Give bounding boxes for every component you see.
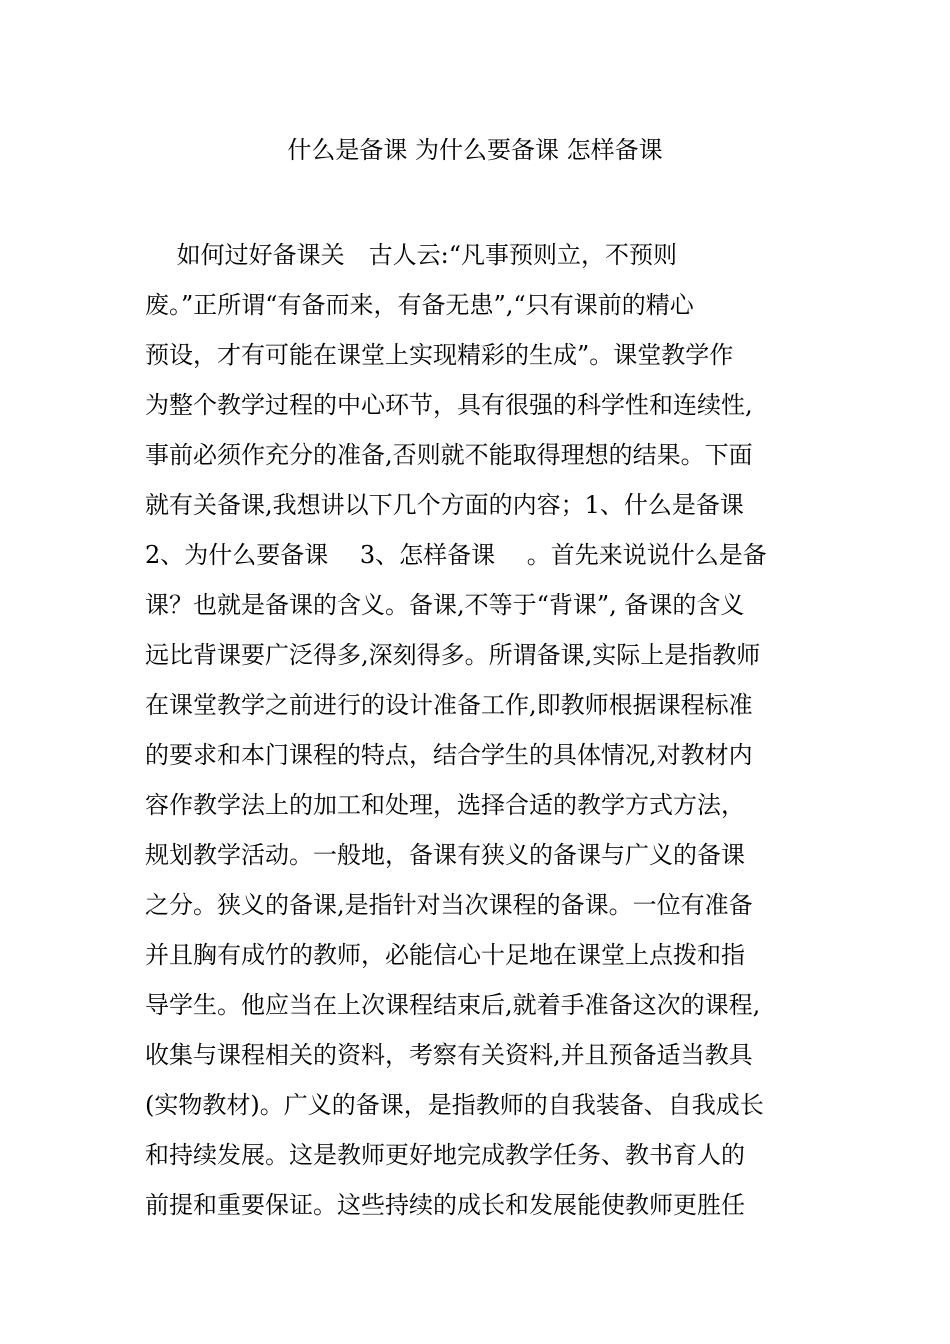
paragraph-line: 事前必须作充分的准备,否则就不能取得理想的结果。下面 [145,441,753,469]
paragraph-line: 和持续发展。这是教师更好地完成教学任务、教书育人的 [145,1141,745,1169]
paragraph-line: 之分。狭义的备课,是指针对当次课程的备课。一位有准备 [145,891,753,919]
paragraph-line: 的要求和本门课程的特点，结合学生的具体情况,对教材内 [145,741,753,769]
paragraph-line: (实物教材)。广义的备课，是指教师的自我装备、自我成长 [145,1091,764,1119]
paragraph-line: 废。”正所谓“有备而来，有备无患”,“只有课前的精心 [145,291,694,319]
paragraph-line: 导学生。他应当在上次课程结束后,就着手准备这次的课程, [145,991,761,1019]
paragraph-line: 规划教学活动。一般地，备课有狭义的备课与广义的备课 [145,841,745,869]
paragraph-line: 容作教学法上的加工和处理，选择合适的教学方式方法， [145,791,745,819]
paragraph-line: 在课堂教学之前进行的设计准备工作,即教师根据课程标准 [145,691,753,719]
paragraph-line: 前提和重要保证。这些持续的成长和发展能使教师更胜任 [145,1191,745,1219]
paragraph-line: 并且胸有成竹的教师，必能信心十足地在课堂上点拨和指 [145,941,745,969]
paragraph-line: 收集与课程相关的资料，考察有关资料,并且预备适当教具 [145,1041,753,1069]
paragraph-line: 如何过好备课关 古人云:“凡事预则立，不预则 [145,241,677,269]
paragraph-line: 课？也就是备课的含义。备课,不等于“背课”, 备课的含义 [145,591,745,619]
document-title: 什么是备课 为什么要备课 怎样备课 [287,136,663,164]
paragraph-line: 预设，才有可能在课堂上实现精彩的生成”。课堂教学作 [145,341,734,369]
document-body [145,230,815,1230]
paragraph-line: 就有关备课,我想讲以下几个方面的内容；1、什么是备课 [145,491,744,519]
paragraph-line: 远比背课要广泛得多,深刻得多。所谓备课,实际上是指教师 [145,641,761,669]
paragraph-line: 2、为什么要备课 3、怎样备课 。首先来说说什么是备 [145,541,767,569]
paragraph-line: 为整个教学过程的中心环节，具有很强的科学性和连续性, [145,391,753,419]
